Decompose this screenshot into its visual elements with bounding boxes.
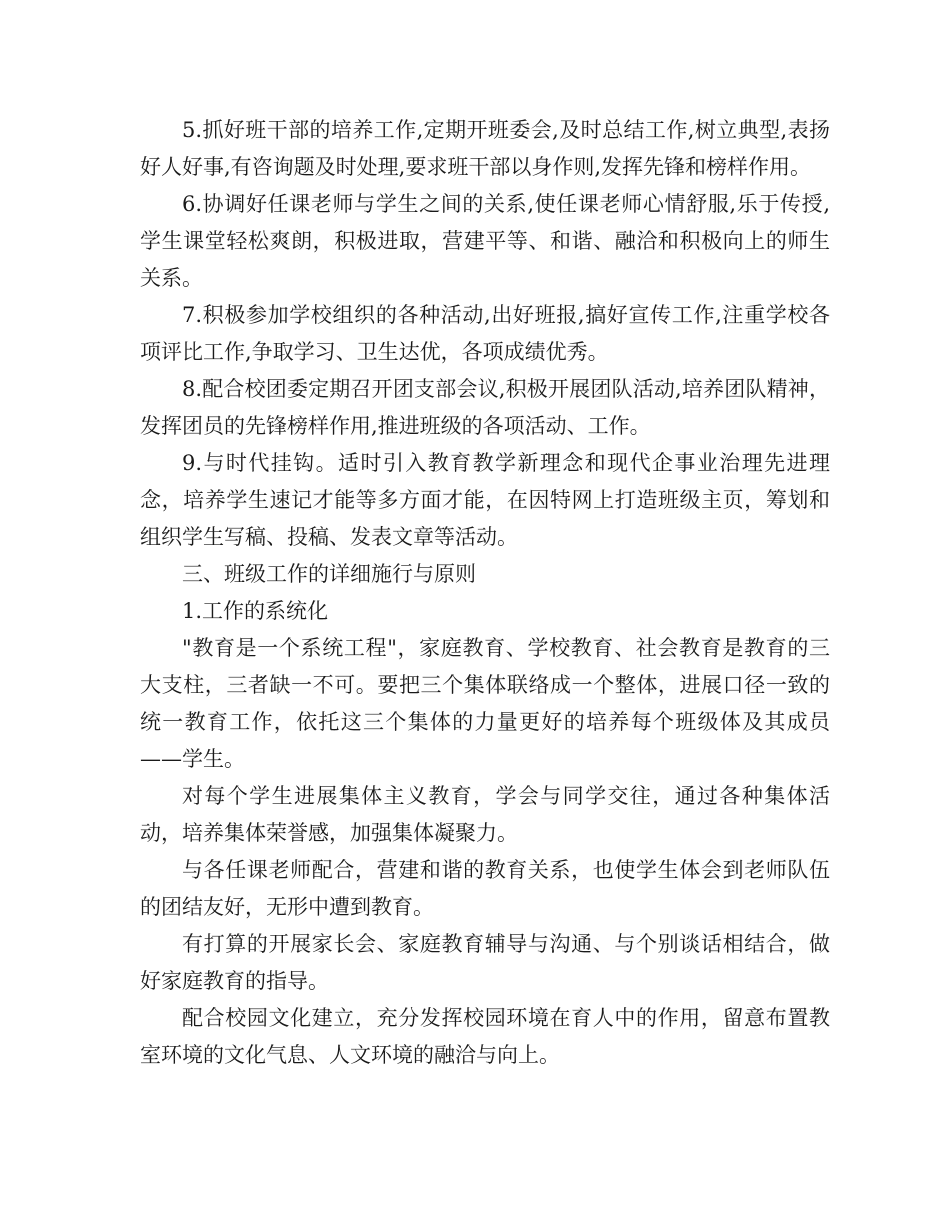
body-paragraph: "教育是一个系统工程"，家庭教育、学校教育、社会教育是教育的三大支柱，三者缺一不可。要把三个集体联络成一个整体，进展口径一致的统一教育工作，依托这三个集体的力量更好的培养每个班级体及其成员——学生。 bbox=[140, 636, 830, 771]
paragraph-item-7: 7.积极参加学校组织的各种活动,出好班报,搞好宣传工作,注重学校各项评比工作,争取学习、卫生达优，各项成绩优秀。 bbox=[140, 303, 830, 364]
body-paragraph: 有打算的开展家长会、家庭教育辅导与沟通、与个别谈话相结合，做好家庭教育的指导。 bbox=[140, 932, 830, 993]
document-body bbox=[140, 112, 830, 1074]
body-paragraph: 与各任课老师配合，营建和谐的教育关系，也使学生体会到老师队伍的团结友好，无形中遭到教育。 bbox=[140, 858, 830, 919]
subsection-heading: 1.工作的系统化 bbox=[182, 599, 329, 623]
paragraph-item-9: 9.与时代挂钩。适时引入教育教学新理念和现代企事业治理先进理念，培养学生速记才能等多方面才能，在因特网上打造班级主页，筹划和组织学生写稿、投稿、发表文章等活动。 bbox=[140, 451, 830, 549]
body-paragraph: 对每个学生进展集体主义教育，学会与同学交往，通过各种集体活动，培养集体荣誉感，加强集体凝聚力。 bbox=[140, 784, 830, 845]
paragraph-item-5: 5.抓好班干部的培养工作,定期开班委会,及时总结工作,树立典型,表扬好人好事,有咨询题及时处理,要求班干部以身作则,发挥先锋和榜样作用。 bbox=[140, 118, 830, 179]
paragraph-item-8: 8.配合校团委定期召开团支部会议,积极开展团队活动,培养团队精神，发挥团员的先锋榜样作用,推进班级的各项活动、工作。 bbox=[140, 377, 830, 438]
paragraph-item-6: 6.协调好任课老师与学生之间的关系,使任课老师心情舒服,乐于传授,学生课堂轻松爽朗，积极进取，营建平等、和谐、融洽和积极向上的师生关系。 bbox=[140, 192, 830, 290]
body-paragraph: 配合校园文化建立，充分发挥校园环境在育人中的作用，留意布置教室环境的文化气息、人文环境的融洽与向上。 bbox=[140, 1006, 830, 1067]
section-heading: 三、班级工作的详细施行与原则 bbox=[182, 562, 476, 586]
